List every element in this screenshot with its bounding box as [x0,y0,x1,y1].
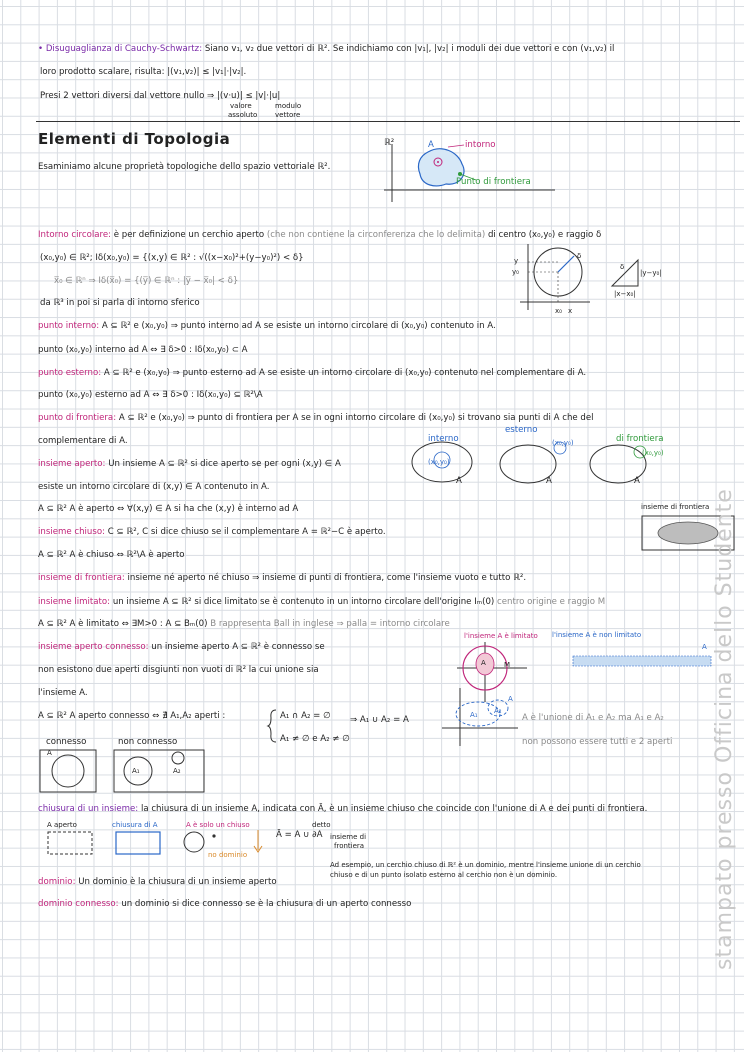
fig-interno-pt: (x₀,y₀) [428,458,450,466]
fig-chiusura-label: chiusura di A [112,821,158,829]
connesso-brace [268,708,278,744]
fig-frontiera-label: di frontiera [616,434,664,444]
aperto-def-2: esiste un intorno circolare di (x,y) ∈ A contenuto in A. [38,482,270,492]
fig-frontiera-pt: (x₀,y₀) [642,449,664,457]
non-limitato-figure [565,642,715,682]
watermark: stampato presso Officina dello Studente [712,488,737,970]
intorno-r3: da ℝ³ in poi si parla di intorno sferico [40,298,200,308]
punto-esterno-formal: punto (x₀,y₀) esterno ad A ⇔ ∃ δ>0 : Iδ(x₀,y₀) ⊆ ℝ²\A [38,390,263,400]
fig-y: y [514,257,519,265]
cauchy-def: Siano v₁, v₂ due vettori di ℝ². Se indichiamo con |v₁|, |v₂| i moduli dei due vettori e con (v₁,v₂) il [204,44,615,54]
connesso-label: connesso [46,737,87,747]
punto-frontiera-def [38,413,594,424]
limitato-note: centro origine e raggio M [497,597,606,607]
frontiera-set-def [38,573,526,584]
punto-frontiera-def-2: complementare di A. [38,436,128,446]
punto-interno-text: A ⊆ ℝ² e (x₀,y₀) ⇒ punto interno ad A se esiste un intorno circolare di (x₀,y₀) contenuto in A. [101,321,496,331]
diagram-frontiera-label: Punto di frontiera [456,177,531,187]
connesso-term: insieme aperto connesso: [38,642,149,652]
punto-esterno-text: A ⊆ ℝ² e (x₀,y₀) ⇒ punto esterno ad A se esiste un intorno circolare di (x₀,y₀) contenuto nel complementare di A. [103,368,587,378]
intorno-formula-n: x̅₀ ∈ ℝⁿ ⇒ Iδ(x̅₀) = {(y̅) ∈ ℝⁿ : |y̅ − x̅₀| < δ} [54,276,239,286]
label-valore: valore [230,102,252,110]
fig-limitato-a: A [481,659,486,667]
chiuso-term: insieme chiuso: [38,527,106,537]
chiusura-insieme-di: insieme di [330,833,367,841]
limitato-term: insieme limitato: [38,597,111,607]
connesso-def-2: non esistono due aperti disgiunti non vuoti di ℝ² la cui unione sia [38,665,319,675]
fig-non-limitato-label: l'insieme A è non limitato [552,631,642,639]
punto-esterno-term: punto esterno: [38,368,102,378]
chiusura-figures [44,828,284,862]
punto-esterno-def [38,368,586,379]
intorno-figure [510,240,690,320]
fig-interno-label: interno [428,434,459,444]
non-connesso-label: non connesso [118,737,178,747]
intorno-note: (che non contiene la circonferenza che lo delimita) [266,230,486,240]
punto-interno-def [38,321,496,332]
dominio-term: dominio: [38,877,76,887]
section-title: Elementi di Topologia [38,130,231,148]
aperto-formal: A ⊆ ℝ² A è aperto ⇔ ∀(x,y) ∈ A si ha che (x,y) è interno ad A [38,504,299,514]
connesso-def [38,642,325,653]
chiusura-term: chiusura di un insieme: [38,804,139,814]
insieme-frontiera-fig-label: insieme di frontiera [641,503,710,511]
fig-aperto-label: A aperto [47,821,77,829]
fig-non-connesso-a1: A₁ [132,767,140,775]
union-note-2: non possono essere tutti e 2 aperti [522,737,673,747]
chiuso-text: C ⊆ ℝ², C si dice chiuso se il complementare A = ℝ²−C è aperto. [107,527,386,537]
fig-dx: |x−x₀| [614,290,636,298]
dominio-connesso-term: dominio connesso: [38,899,119,909]
union-note: A è l'unione di A₁ e A₂ ma A₁ e A₂ [522,713,664,723]
punto-frontiera-term: punto di frontiera: [38,413,117,423]
fig-delta: δ [577,252,582,260]
intorno-text: è per definizione un cerchio aperto [113,230,265,240]
fig-tri-delta: δ [620,263,625,271]
fig-y0: y₀ [512,268,519,276]
diagram-intorno-label: intorno [465,140,496,150]
chiusura-detto: detto [312,821,331,829]
section-divider [36,121,740,122]
fig-esterno-label: esterno [505,425,538,435]
intorno-formula: (x₀,y₀) ∈ ℝ²; Iδ(x₀,y₀) = {(x,y) ∈ ℝ² : √((x−x₀)²+(y−y₀)²) < δ} [40,253,304,263]
connesso-formal: A ⊆ ℝ² A aperto connesso ⇔ ∄ A₁,A₂ aperti : [38,711,226,721]
limitato-formal [38,619,450,630]
chiusura-def [38,804,647,815]
aperto-term: insieme aperto: [38,459,106,469]
limitato-def [38,597,605,608]
punto-interno-term: punto interno: [38,321,100,331]
connesso-result: ⇒ A₁ ∪ A₂ = A [350,715,409,725]
fig-limitato-label: l'insieme A è limitato [464,632,538,640]
chiusura-text: la chiusura di un insieme A, indicata con Ā, è un insieme chiuso che coincide con l'unione di A e dei punti di frontiera. [140,804,648,814]
dominio-def [38,877,277,888]
intorno-text-end: di centro (x₀,y₀) e raggio δ [487,230,602,240]
aperto-def [38,459,341,470]
fig-set-a-2: A [546,476,552,486]
fig-non-limitato-a: A [702,643,707,651]
dominio-connesso-def [38,899,411,910]
diagram-r2-label: ℝ² [384,138,395,148]
connesso-figures [38,748,208,796]
fig-x: x [568,307,573,315]
fig-connesso-a: A [47,749,52,757]
dominio-text: Un dominio è la chiusura di un insieme aperto [78,877,277,887]
punto-frontiera-text: A ⊆ ℝ² e (x₀,y₀) ⇒ punto di frontiera per A se in ogni intorno circolare di (x₀,y₀) si trovano sia punti di A che del [118,413,594,423]
fig-disjoint-a: A [508,695,513,703]
fig-dy: |y−y₀| [640,269,662,277]
fig-set-a-1: A [456,476,462,486]
label-modulo: modulo [275,102,302,110]
connesso-def-3: l'insieme A. [38,688,88,698]
fig-x0: x₀ [555,307,562,315]
limitato-ball: B rappresenta Ball in inglese ⇒ palla = intorno circolare [210,619,450,629]
chiuso-def [38,527,386,538]
chiuso-formal: A ⊆ ℝ² A è chiuso ⇔ ℝ²\A è aperto [38,550,185,560]
fig-disjoint-a1: A₁ [470,711,478,719]
cauchy-title: Disuguaglianza di Cauchy-Schwartz: [45,44,203,54]
chiusura-formula: Ā = A ∪ ∂A [276,830,323,840]
limitato-formal-text: A ⊆ ℝ² A è limitato ⇔ ∃M>0 : A ⊆ Bₘ(0) [38,619,208,629]
cauchy-line-3: Presi 2 vettori diversi dal vettore nullo ⇒ |(v·u)| ≤ |v|·|u| [40,91,281,101]
frontiera-set-text: insieme né aperto né chiuso ⇒ insieme di punti di frontiera, come l'insieme vuoto e tutto ℝ². [127,573,527,583]
fig-non-connesso-a2: A₂ [173,767,181,775]
fig-limitato-m: M [504,661,511,669]
frontiera-set-term: insieme di frontiera: [38,573,125,583]
diagram-set-label: A [428,140,434,150]
fig-esterno-pt: (x₀,y₀) [552,439,574,447]
dominio-connesso-text: un dominio si dice connesso se è la chiusura di un aperto connesso [121,899,412,909]
connesso-cond-1: A₁ ∩ A₂ = ∅ [280,711,331,721]
chiusura-esempio-2: chiuso e di un punto isolato esterno al cerchio non è un dominio. [330,871,558,879]
fig-no-dominio: no dominio [208,851,248,859]
fig-solo-chiuso-label: A è solo un chiuso [186,821,250,829]
fig-set-a-3: A [634,476,640,486]
label-vettore: vettore [275,111,301,119]
chiusura-frontiera: frontiera [334,842,365,850]
limitato-text: un insieme A ⊆ ℝ² si dice limitato se è contenuto in un intorno circolare dell'origine Iₘ(0) [112,597,495,607]
bullet-dot: • [38,44,44,54]
chiusura-esempio: Ad esempio, un cerchio chiuso di ℝ² è un dominio, mentre l'insieme unione di un cerchio [330,861,641,869]
aperto-text: Un insieme A ⊆ ℝ² si dice aperto se per ogni (x,y) ∈ A [108,459,341,469]
punto-interno-formal: punto (x₀,y₀) interno ad A ⇔ ∃ δ>0 : Iδ(x₀,y₀) ⊂ A [38,345,248,355]
fig-disjoint-a2: A₂ [494,707,502,715]
intorno-term: Intorno circolare: [38,230,112,240]
cauchy-line-2: loro prodotto scalare, risulta: |(v₁,v₂)| ≤ |v₁|·|v₂|. [40,67,247,77]
label-assoluto: assoluto [228,111,258,119]
topology-intro: Esaminiamo alcune proprietà topologiche dello spazio vettoriale ℝ². [38,162,331,172]
cauchy-line-1 [38,44,614,55]
connesso-cond-2: A₁ ≠ ∅ e A₂ ≠ ∅ [280,734,350,744]
connesso-text: un insieme aperto A ⊆ ℝ² è connesso se [151,642,325,652]
